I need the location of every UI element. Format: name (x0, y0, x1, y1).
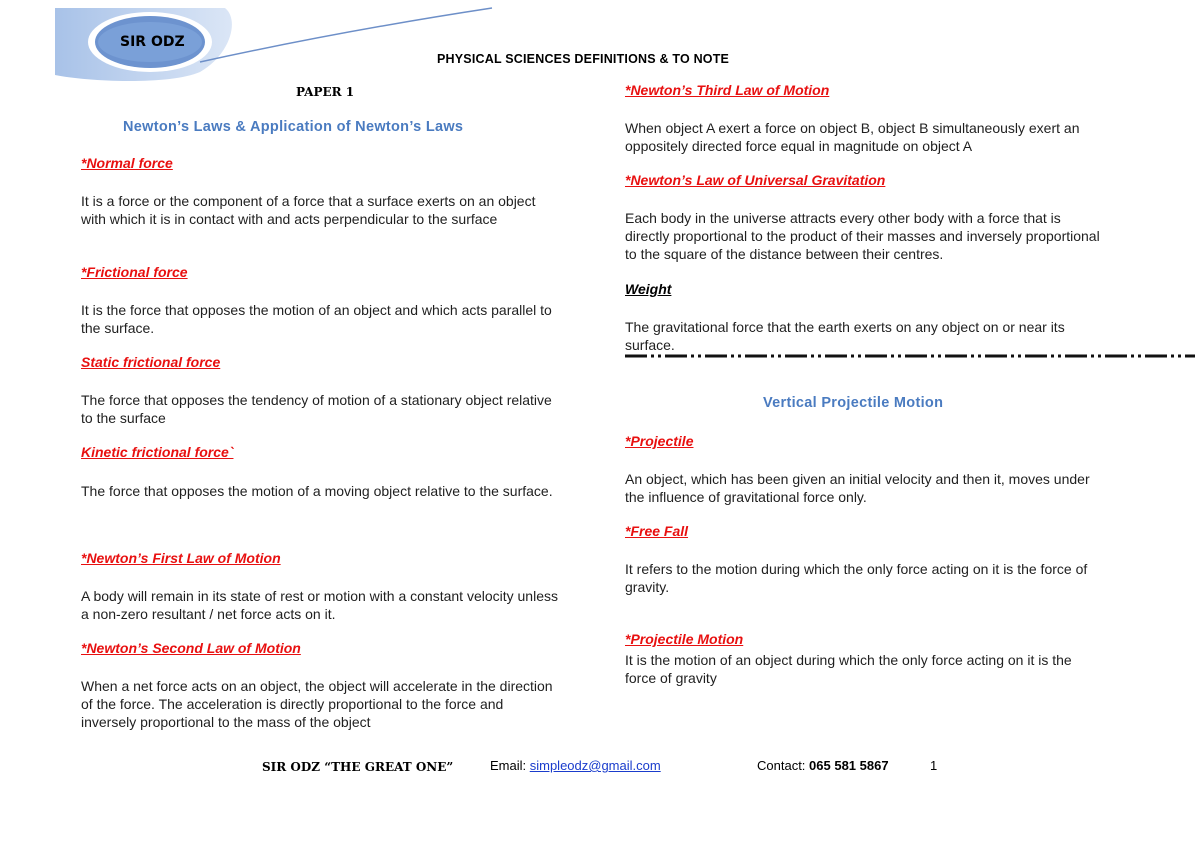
term-projectile-motion: *Projectile Motion (625, 631, 744, 647)
term-newtons-third-law: *Newton’s Third Law of Motion (625, 82, 830, 98)
definition-projectile: An object, which has been given an initial velocity and then it, moves under the influence of gravitational force only. (625, 471, 1090, 505)
section-heading-newtons-laws: Newton’s Laws & Application of Newton’s Laws (123, 119, 464, 135)
definition-normal-force: It is a force or the component of a force that a surface exerts on an object with which it is in contact with and acts perpendicular to the surface (81, 193, 536, 227)
definition-universal-gravitation: Each body in the universe attracts every other body with a force that is directly proportional to the product of their masses and inversely proportional to the square of the distance between their centres. (625, 210, 1100, 262)
section-divider (625, 354, 1195, 358)
footer-contact-label: Contact: (757, 758, 810, 773)
footer-author: SIR ODZ “THE GREAT ONE” (262, 760, 454, 774)
definition-frictional-force: It is the force that opposes the motion of an object and which acts parallel to the surface. (81, 302, 552, 336)
term-frictional-force: *Frictional force (81, 264, 188, 280)
footer-contact-number: 065 581 5867 (809, 758, 889, 773)
definition-newtons-third-law: When object A exert a force on object B, object B simultaneously exert an oppositely directed force equal in magnitude on object A (625, 120, 1080, 154)
term-static-frictional-force: Static frictional force (81, 354, 221, 370)
definition-projectile-motion: It is the motion of an object during which the only force acting on it is the force of gravity (625, 652, 1072, 686)
term-normal-force: *Normal force (81, 155, 173, 171)
definition-newtons-first-law: A body will remain in its state of rest or motion with a constant velocity unless a non-zero resultant / net force acts on it. (81, 588, 558, 622)
term-projectile: *Projectile (625, 433, 694, 449)
term-newtons-second-law: *Newton’s Second Law of Motion (81, 640, 301, 656)
definition-weight: The gravitational force that the earth exerts on any object on or near its surface. (625, 319, 1065, 353)
definition-static-frictional-force: The force that opposes the tendency of motion of a stationary object relative to the surface (81, 392, 552, 426)
term-weight: Weight (625, 281, 672, 297)
logo (0, 0, 500, 90)
footer-email (490, 758, 661, 773)
document-title: PHYSICAL SCIENCES DEFINITIONS & TO NOTE (437, 52, 730, 66)
term-universal-gravitation: *Newton’s Law of Universal Gravitation (625, 172, 886, 188)
page-number: 1 (930, 758, 938, 773)
paper-label: PAPER 1 (296, 85, 355, 99)
term-newtons-first-law: *Newton’s First Law of Motion (81, 550, 281, 566)
logo-graphic (0, 0, 500, 90)
definition-newtons-second-law: When a net force acts on an object, the object will accelerate in the direction of the force. The acceleration is directly proportional to the force and inversely proportional to the mass of the object (81, 678, 553, 730)
logo-text: SIR ODZ (120, 34, 185, 50)
footer-contact (757, 758, 889, 773)
definition-free-fall: It refers to the motion during which the only force acting on it is the force of gravity. (625, 561, 1088, 595)
term-kinetic-frictional-force: Kinetic frictional force` (81, 444, 234, 460)
email-link[interactable]: simpleodz@gmail.com (529, 758, 661, 773)
footer-email-label: Email: (490, 758, 530, 773)
definition-kinetic-frictional-force: The force that opposes the motion of a moving object relative to the surface. (81, 483, 553, 499)
term-free-fall: *Free Fall (625, 523, 689, 539)
section-heading-vertical-projectile-motion: Vertical Projectile Motion (763, 395, 944, 411)
